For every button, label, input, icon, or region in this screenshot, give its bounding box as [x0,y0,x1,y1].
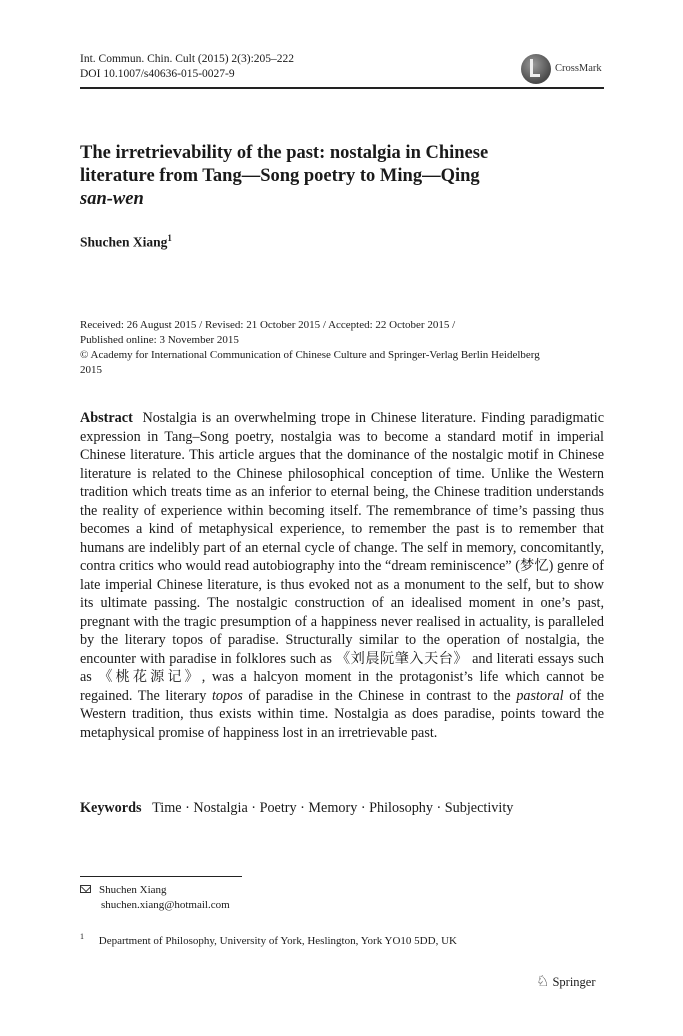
springer-horse-icon: ♘ [536,974,550,990]
affiliation-footnote [80,929,457,949]
contact-name: Shuchen Xiang [99,884,167,896]
contact-email[interactable]: shuchen.xiang@hotmail.com [101,899,230,911]
author [80,233,172,251]
title-line-2: literature from Tang—Song poetry to Ming—Qing [80,166,480,186]
dates-line-1: Received: 26 August 2015 / Revised: 21 October 2015 / Accepted: 22 October 2015 / [80,319,456,331]
affiliation-mark: 1 [80,932,84,941]
header-rule [80,87,604,89]
publisher-name: Springer [552,975,596,989]
crossmark-icon [521,54,551,84]
dates-line-2: Published online: 3 November 2015 [80,334,239,346]
abstract-topos: topos [211,687,243,704]
keywords-label: Keywords [80,800,142,816]
copyright-year: 2015 [80,364,102,376]
publisher-logo [536,972,596,991]
abstract-label: Abstract [80,410,133,426]
article-title [80,142,604,211]
abstract-text-1: Nostalgia is an overwhelming trope in Chinese literature. Finding paradigmatic expression in Tang–Song poetry, nostalgia was to become a standard motif in imperial Chinese literature. This article argues that the dominance of the nostalgic motif in Chinese literature is related to the Chinese philosophical conception of time. Unlike the Western tradition which treats time as an inferior to eternal being, the Chinese tradition understands the reality of experience within becoming itself. The remembrance of time’s passing thus becomes a kind of metaphysical experience, to remember the past is to remember that humans are indelibly part of an eternal cycle of change. The self in memory, concomitantly, contra critics who would read autobiography into the “dream reminiscence” (梦忆) genre of late imperial Chinese literature, is thus evoked not as a monument to the self, but to show its ultimate passing. The nostalgic construction of an idealised moment in one’s past, pregnant with the tragic presumption of a happiness never realised in actuality, is paralleled by the literary topos of paradise. Structurally similar to the operation of nostalgia, the encounter with paradise in folklores such as 《刘晨阮肇入天台》 and literati essays such as 《桃花源记》, was a halcyon moment in the protagonist’s life which cannot be regained. The literary [80,410,604,704]
publication-history [80,318,605,378]
title-line-3: san-wen [80,189,144,209]
copyright-line: © Academy for International Communication of Chinese Culture and Springer-Verlag Berlin Heidelberg [80,349,540,361]
crossmark-badge[interactable] [521,54,611,84]
abstract-text-3: of the Western tradition, thus exists within time. Nostalgia as does paradise, points toward the metaphysical promise of happiness lost in an irretrievable past. [80,687,604,741]
title-line-1: The irretrievability of the past: nostalgia in Chinese [80,143,489,163]
abstract-text-2: of paradise in the Chinese in contrast to the [248,687,511,704]
author-name: Shuchen Xiang [80,234,168,250]
crossmark-label: CrossMark [555,63,602,74]
envelope-icon [80,885,91,893]
journal-citation [80,52,294,82]
keywords [80,800,513,817]
affiliation-text: Department of Philosophy, University of York, Heslington, York YO10 5DD, UK [98,934,457,947]
abstract [80,409,604,742]
author-affiliation-mark: 1 [167,233,172,243]
doi[interactable]: DOI 10.1007/s40636-015-0027-9 [80,68,235,80]
keywords-list: Time · Nostalgia · Poetry · Memory · Philosophy · Subjectivity [152,800,514,816]
footnote-rule [80,876,242,877]
journal-reference: Int. Commun. Chin. Cult (2015) 2(3):205–222 [80,53,295,65]
abstract-pastoral: pastoral [516,687,564,704]
contact-block [80,883,230,913]
